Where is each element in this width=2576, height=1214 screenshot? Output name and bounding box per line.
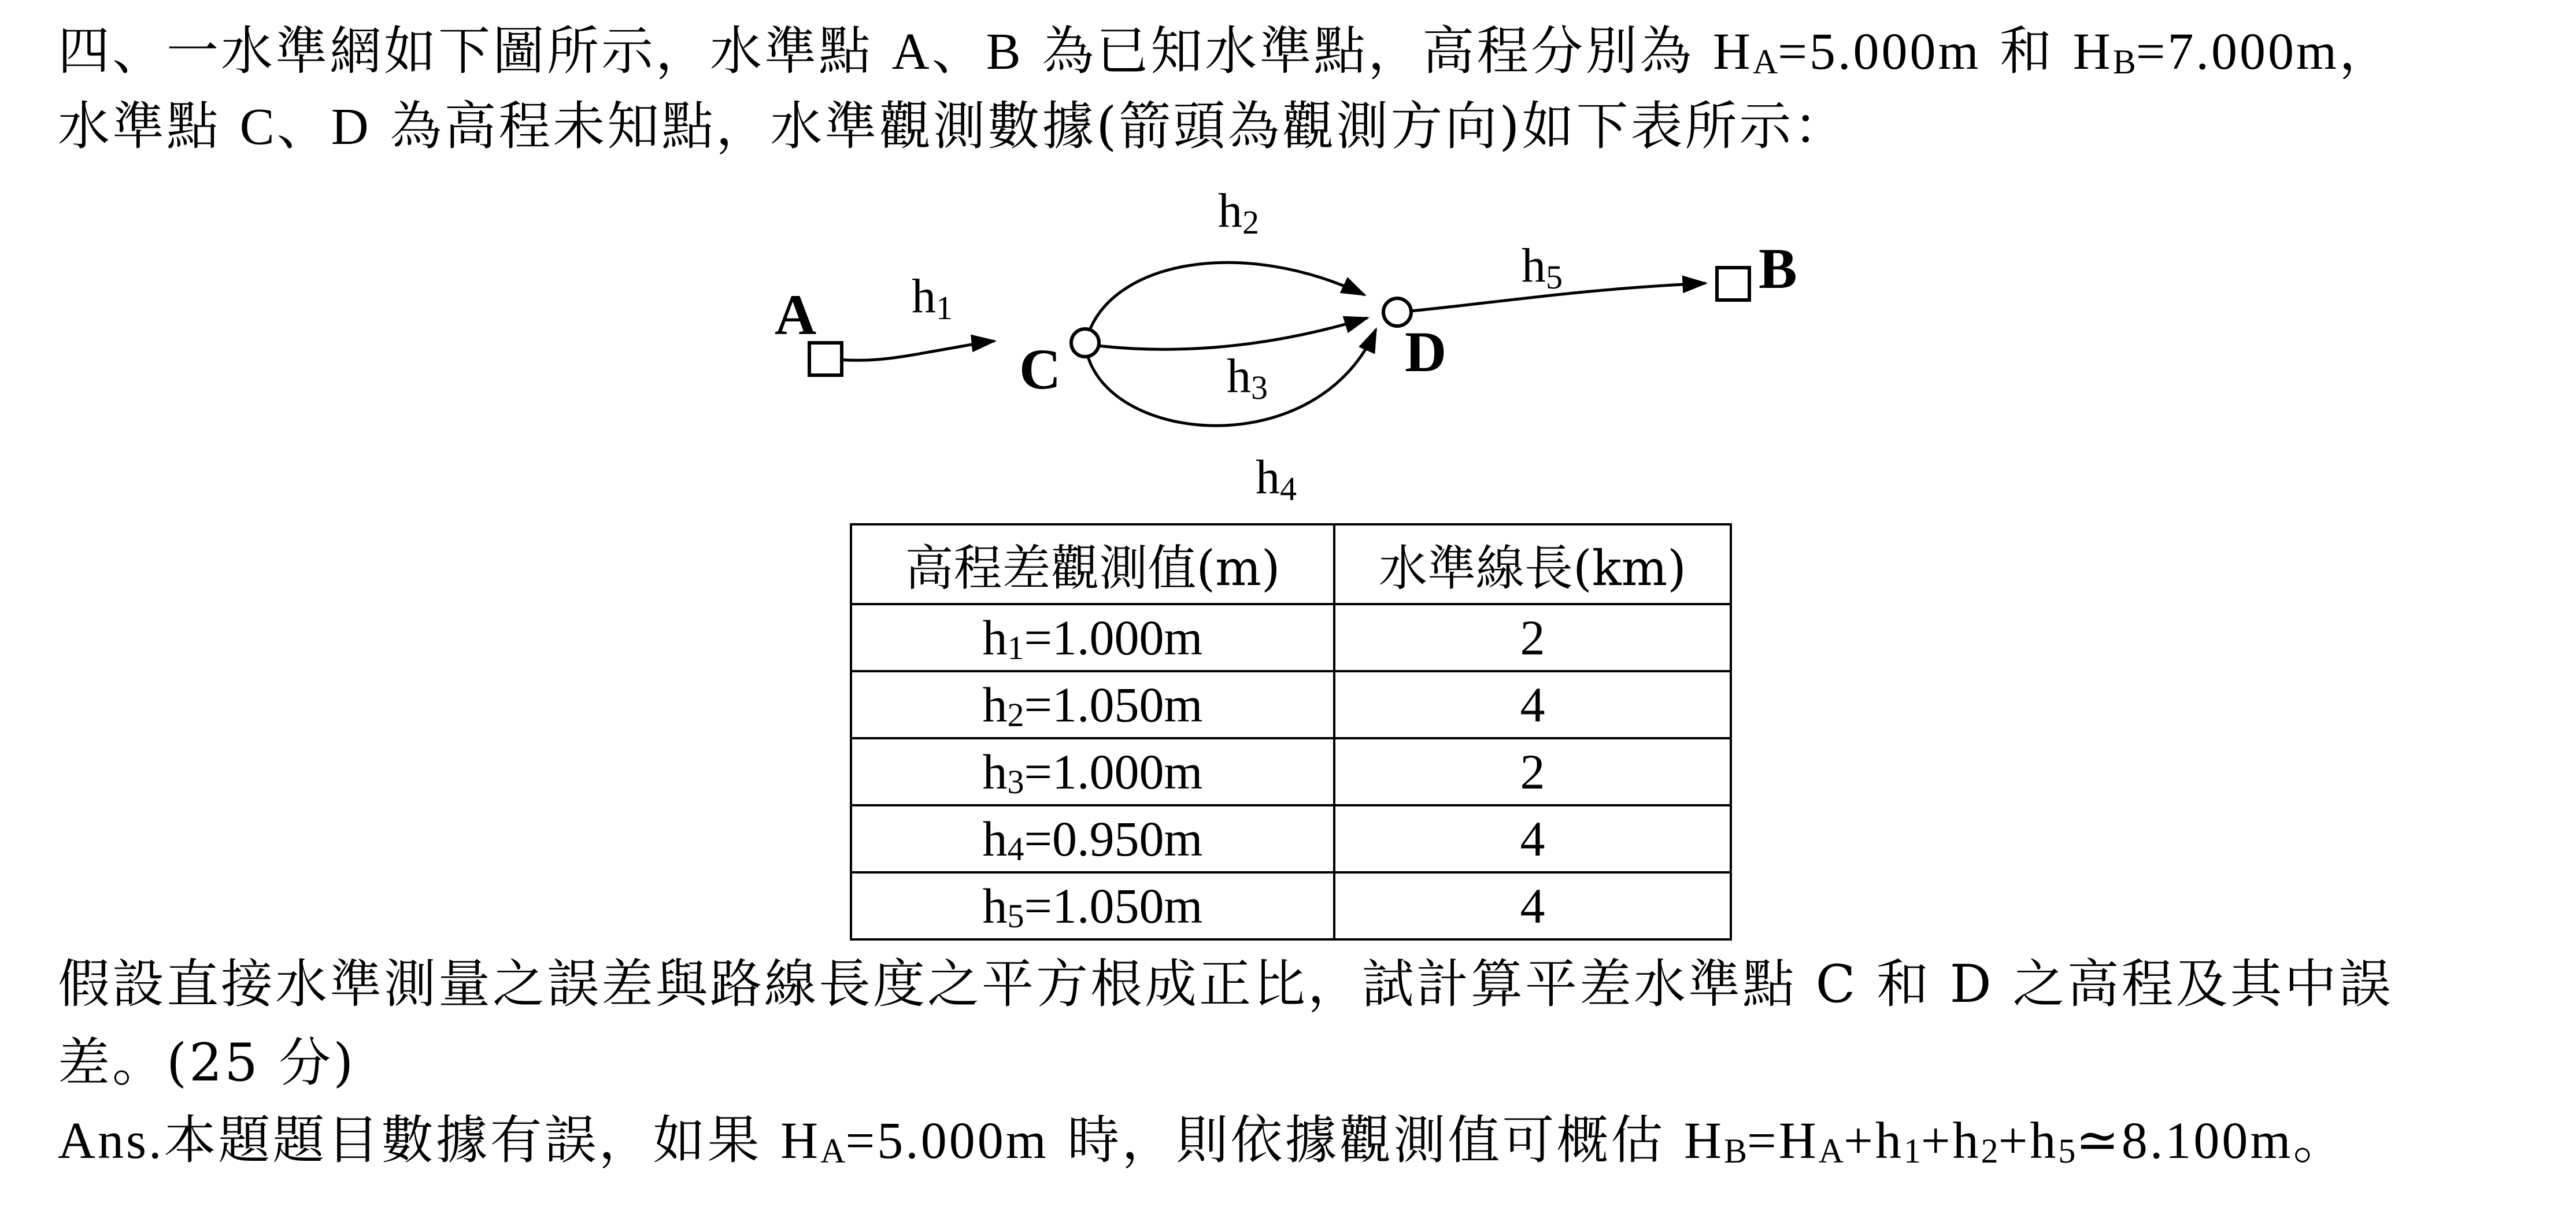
ha-subscript: A (1752, 43, 1778, 81)
header-height-difference: 高程差觀測值(m) (851, 524, 1334, 604)
problem-line-1 (58, 21, 2393, 82)
table-row (851, 805, 1731, 872)
answer-prefix: Ans. (58, 1112, 164, 1169)
answer-line: Ans.本題題目數據有誤，如果 HA=5.000m 時，則依據觀測值可概估 HB=HA+h1+h2+h5≃8.100m。 (58, 1110, 2348, 1171)
point-d-label: D (1405, 320, 1447, 384)
hb-subscript: B (2112, 43, 2136, 81)
problem-text: 水準點 (58, 96, 240, 157)
table-header-row (851, 524, 1731, 604)
table-row (851, 872, 1731, 939)
hb-value: =7.000m (2135, 23, 2339, 80)
observation-cell: h5=1.050m (851, 872, 1334, 939)
length-cell: 4 (1334, 872, 1731, 939)
known-points: A、B (891, 23, 1023, 80)
table-row (851, 738, 1731, 805)
table-row (851, 604, 1731, 671)
observation-cell: h2=1.050m (851, 671, 1334, 738)
label-h4: h4 (1256, 450, 1297, 508)
problem-line-2 (58, 96, 1848, 157)
answer-text: 時，則依據觀測值可概估 (1048, 1110, 1684, 1171)
question-line-2: 差。(25 分) (58, 1032, 356, 1093)
leveling-network-diagram (740, 173, 1838, 520)
ha-symbol: H (1712, 23, 1753, 80)
observation-cell: h3=1.000m (851, 738, 1334, 805)
point-a-label: A (775, 283, 817, 347)
answer-text: 本題題目數據有誤，如果 (164, 1110, 781, 1171)
header-line-length: 水準線長(km) (1334, 524, 1731, 604)
route-h1 (827, 341, 994, 360)
length-cell: 2 (1334, 738, 1731, 805)
length-cell: 4 (1334, 805, 1731, 872)
label-h2: h2 (1218, 184, 1259, 241)
label-h1: h1 (912, 269, 953, 327)
benchmark-b-marker (1717, 268, 1749, 300)
length-cell: 2 (1334, 604, 1731, 671)
point-b-label: B (1759, 236, 1797, 301)
observation-cell: h4=0.950m (851, 805, 1334, 872)
label-h5: h5 (1522, 239, 1563, 296)
problem-text: 四、一水準網如下圖所示，水準點 (58, 21, 892, 82)
hb-symbol: H (2072, 23, 2113, 80)
question-line-1: 假設直接水準測量之誤差與路線長度之平方根成正比，試計算平差水準點 C 和 D 之高程及其中誤 (58, 954, 2393, 1015)
unknown-points: C、D (239, 98, 371, 156)
problem-text: 為高程未知點，水準觀測數據(箭頭為觀測方向)如下表所示： (371, 96, 1848, 157)
problem-text: 和 (1981, 21, 2073, 82)
table-row (851, 671, 1731, 738)
length-cell: 4 (1334, 671, 1731, 738)
route-h2 (1087, 262, 1364, 338)
label-h3: h3 (1227, 349, 1268, 406)
problem-text: ， (2338, 21, 2393, 82)
observation-cell: h1=1.000m (851, 604, 1334, 671)
observation-table (850, 523, 1732, 941)
ha-value: =5.000m (1778, 23, 1981, 80)
point-c-label: C (1019, 337, 1061, 401)
problem-text: 為已知水準點，高程分別為 (1023, 21, 1713, 82)
point-c-marker (1071, 329, 1099, 357)
benchmark-a-marker (809, 343, 842, 375)
route-h3 (1093, 318, 1367, 349)
